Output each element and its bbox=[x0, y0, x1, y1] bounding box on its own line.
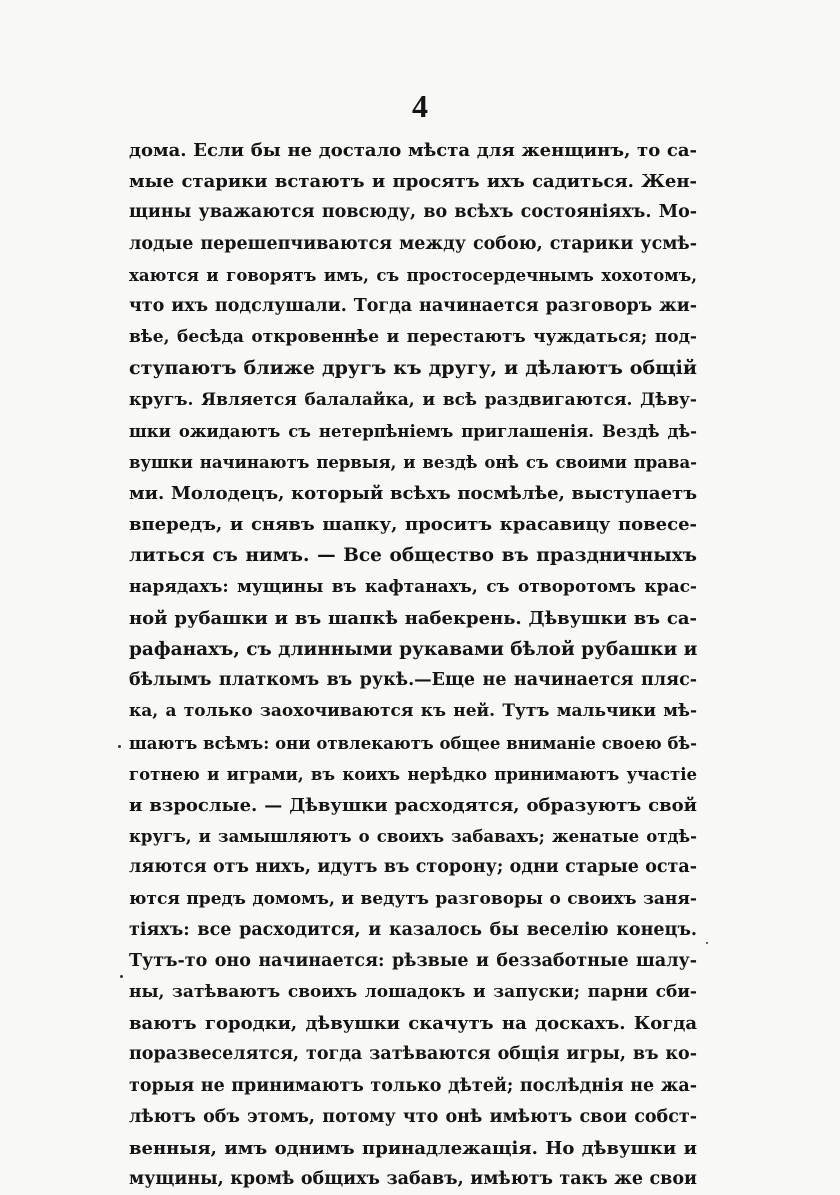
text-line: кругъ, и замышляютъ о своихъ забавахъ; женатые отдѣ- bbox=[129, 827, 697, 847]
text-line: лодые перешепчиваются между собою, старики усмѣ- bbox=[129, 233, 697, 254]
text-line: бѣлымъ платкомъ въ рукѣ.—Еще не начинается пляс- bbox=[129, 670, 697, 691]
text-line: щины уважаются повсюду, во всѣхъ состояніяхъ. Мо- bbox=[129, 202, 697, 223]
text-line: рафанахъ, съ длинными рукавами бѣлой рубашки и bbox=[129, 639, 698, 660]
text-line: ются предъ домомъ, и ведутъ разговоры о своихъ заня- bbox=[129, 888, 697, 909]
text-line: шаютъ всѣмъ: они отвлекаютъ общее вниманіе своею бѣ- bbox=[129, 733, 697, 753]
text-line: мые старики встаютъ и просятъ ихъ садиться. Жен- bbox=[129, 171, 697, 193]
text-line: вушки начинаютъ первыя, и вездѣ онѣ съ своими права- bbox=[129, 452, 697, 472]
ink-speck bbox=[120, 975, 123, 978]
text-line: поразвеселятся, тогда затѣваются общія игры, въ ко- bbox=[129, 1044, 697, 1065]
text-line: готнею и играми, въ коихъ нерѣдко принимаютъ участіе bbox=[129, 764, 697, 784]
text-line: венныя, имъ однимъ принадлежащія. Но дѣвушки и bbox=[129, 1138, 697, 1159]
ink-speck bbox=[118, 745, 121, 748]
text-line: хаются и говорятъ имъ, съ простосердечнымъ хохотомъ, bbox=[129, 265, 697, 285]
ink-speck bbox=[706, 942, 708, 944]
text-line: впередъ, и снявъ шапку, проситъ красавицу повесе- bbox=[129, 514, 697, 536]
text-line: торыя не принимаютъ только дѣтей; послѣднія не жа- bbox=[129, 1075, 697, 1096]
text-line: ступаютъ ближе другъ къ другу, и дѣлаютъ общій bbox=[129, 357, 697, 380]
page-number: 4 bbox=[412, 88, 428, 124]
text-line: ка, а только заохочиваются къ ней. Тутъ мальчики мѣ- bbox=[129, 701, 697, 722]
text-line: и взрослые. — Дѣвушки расходятся, образуютъ свой bbox=[129, 794, 697, 816]
text-line: ваютъ городки, дѣвушки скачутъ на доскахъ. Когда bbox=[129, 1013, 697, 1035]
text-line: ной рубашки и въ шапкѣ набекрень. Дѣвушки въ са- bbox=[129, 607, 697, 629]
text-line: лѣютъ объ этомъ, потому что онѣ имѣютъ свои собст- bbox=[129, 1106, 697, 1127]
text-line: Тутъ-то оно начинается: рѣзвые и беззаботные шалу- bbox=[129, 950, 697, 971]
text-body bbox=[129, 135, 697, 1195]
text-line: дома. Если бы не достало мѣста для женщинъ, то са- bbox=[129, 140, 697, 161]
text-line: кругъ. Является балалайка, и всѣ раздвигаются. Дѣву- bbox=[129, 389, 697, 410]
text-line: тіяхъ: все расходится, и казалось бы веселію конецъ. bbox=[129, 919, 697, 940]
text-line: ляются отъ нихъ, идутъ въ сторону; одни старые оста- bbox=[129, 857, 697, 878]
text-line: что ихъ подслушали. Тогда начинается разговоръ жи- bbox=[129, 295, 697, 316]
text-line: литься съ нимъ. — Все общество въ праздничныхъ bbox=[129, 545, 697, 567]
text-line: шки ожидаютъ съ нетерпѣніемъ приглашенія. Вездѣ дѣ- bbox=[129, 421, 697, 441]
text-line: нарядахъ: мущины въ кафтанахъ, съ отворотомъ крас- bbox=[129, 576, 697, 597]
text-line: вѣе, бесѣда откровеннѣе и перестаютъ чуждаться; под- bbox=[129, 327, 697, 348]
text-line: ми. Молодецъ, который всѣхъ посмѣлѣе, выступаетъ bbox=[129, 483, 697, 505]
text-line: ны, затѣваютъ своихъ лошадокъ и запуски; парни сби- bbox=[129, 982, 697, 1003]
text-line: мущины, кромѣ общихъ забавъ, имѣютъ такъ же свои bbox=[129, 1169, 697, 1190]
